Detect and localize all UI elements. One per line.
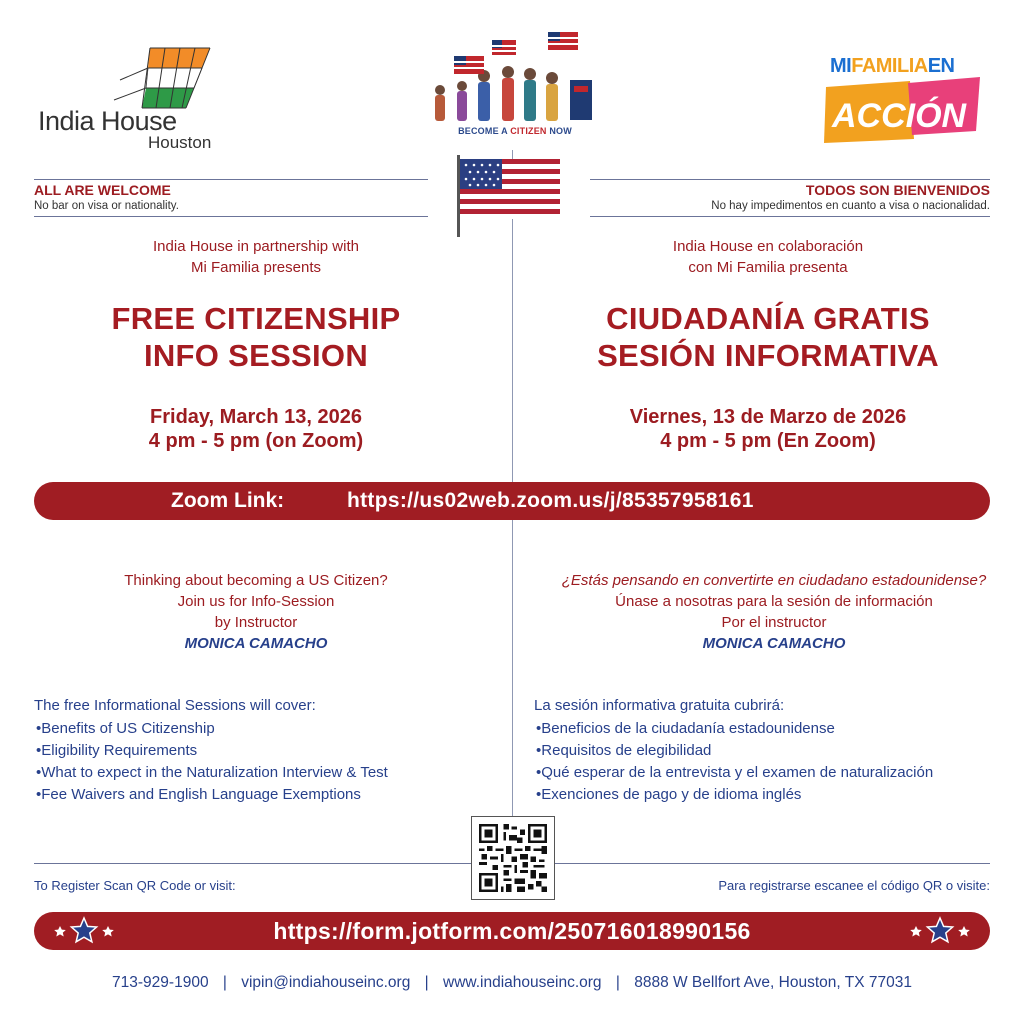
right-instructor-name: MONICA CAMACHO bbox=[702, 635, 846, 652]
footer-phone[interactable]: 713-929-1900 bbox=[112, 974, 209, 991]
become-citizen-illustration bbox=[420, 28, 610, 148]
left-instructor-name: MONICA CAMACHO bbox=[184, 635, 328, 652]
registration-link-banner bbox=[34, 912, 990, 950]
india-house-name: India House bbox=[38, 106, 177, 136]
right-welcome-title: TODOS SON BIENVENIDOS bbox=[805, 182, 990, 198]
mi-familia-logo-top: MIFAMILIAEN bbox=[830, 55, 955, 77]
mi-familia-logo bbox=[818, 55, 998, 150]
us-flag-icon bbox=[455, 155, 565, 237]
right-datetime: Viernes, 13 de Marzo de 2026 4 pm - 5 pm (En Zoom) bbox=[629, 406, 907, 452]
footer-separator: | bbox=[424, 974, 429, 991]
footer-address: 8888 W Bellfort Ave, Houston, TX 77031 bbox=[634, 974, 912, 991]
contact-footer bbox=[0, 974, 1024, 992]
zoom-link-label: Zoom Link: bbox=[171, 489, 285, 512]
become-citizen-caption: BECOME A CITIZEN NOW bbox=[458, 126, 572, 136]
crowd-with-flags-icon bbox=[420, 28, 610, 126]
footer-website[interactable]: www.indiahouseinc.org bbox=[443, 974, 602, 991]
right-stars-icon bbox=[904, 916, 976, 946]
left-register-rule bbox=[34, 863, 471, 864]
footer-separator: | bbox=[615, 974, 620, 991]
list-item: •Requisitos de elegibilidad bbox=[536, 742, 712, 759]
right-invite-text: ¿Estás pensando en convertirte en ciudadano estadounidense? Únase a nosotras para la sesión de información Por el instructor MONICA CAMACHO bbox=[514, 570, 1024, 654]
india-house-flag-icon bbox=[30, 40, 240, 110]
right-cover-title: La sesión informativa gratuita cubrirá: bbox=[534, 697, 785, 714]
left-cover-title: The free Informational Sessions will cover: bbox=[34, 697, 316, 714]
list-item: •Exenciones de pago y de idioma inglés bbox=[536, 786, 802, 803]
right-register-text: Para registrarse escanee el código QR o visite: bbox=[718, 878, 990, 893]
registration-qr-code[interactable] bbox=[471, 816, 555, 900]
india-house-logo bbox=[30, 40, 240, 155]
list-item: •Qué esperar de la entrevista y el examen de naturalización bbox=[536, 764, 934, 781]
left-top-rule bbox=[34, 179, 428, 180]
mi-familia-accion-text: ACCIÓN bbox=[832, 97, 967, 135]
registration-url[interactable]: https://form.jotform.com/250716018990156 bbox=[273, 918, 751, 944]
footer-email[interactable]: vipin@indiahouseinc.org bbox=[241, 974, 411, 991]
india-house-city: Houston bbox=[148, 133, 212, 152]
footer-separator: | bbox=[222, 974, 227, 991]
left-invite-text: Thinking about becoming a US Citizen? Join us for Info-Session by Instructor MONICA CAMACHO bbox=[14, 570, 498, 654]
left-bottom-rule bbox=[34, 216, 428, 217]
list-item: •Benefits of US Citizenship bbox=[36, 720, 215, 737]
list-item: •Fee Waivers and English Language Exemptions bbox=[36, 786, 361, 803]
right-topics-list bbox=[536, 718, 933, 806]
mi-familia-accion-banner-icon bbox=[818, 77, 998, 152]
right-top-rule bbox=[590, 179, 990, 180]
left-welcome-title: ALL ARE WELCOME bbox=[34, 182, 171, 198]
left-partner-text: India House in partnership with Mi Familia presents bbox=[153, 238, 359, 276]
left-datetime: Friday, March 13, 2026 4 pm - 5 pm (on Zoom) bbox=[148, 406, 364, 452]
list-item: •What to expect in the Naturalization Interview & Test bbox=[36, 764, 388, 781]
zoom-link-banner bbox=[34, 482, 990, 520]
list-item: •Beneficios de la ciudadanía estadounidense bbox=[536, 720, 835, 737]
qr-code-icon bbox=[479, 824, 547, 892]
left-welcome-sub: No bar on visa or nationality. bbox=[34, 200, 179, 212]
list-item: •Eligibility Requirements bbox=[36, 742, 198, 759]
right-register-rule bbox=[555, 863, 990, 864]
left-topics-list bbox=[36, 718, 388, 806]
left-headline: FREE CITIZENSHIP INFO SESSION bbox=[111, 301, 401, 373]
zoom-link-url[interactable]: https://us02web.zoom.us/j/85357958161 bbox=[347, 489, 754, 512]
right-headline: CIUDADANÍA GRATIS SESIÓN INFORMATIVA bbox=[597, 301, 939, 373]
right-bottom-rule bbox=[590, 216, 990, 217]
right-welcome-sub: No hay impedimentos en cuanto a visa o nacionalidad. bbox=[711, 200, 990, 212]
right-partner-text: India House en colaboración con Mi Familia presenta bbox=[672, 238, 864, 276]
left-register-text: To Register Scan QR Code or visit: bbox=[34, 878, 236, 893]
